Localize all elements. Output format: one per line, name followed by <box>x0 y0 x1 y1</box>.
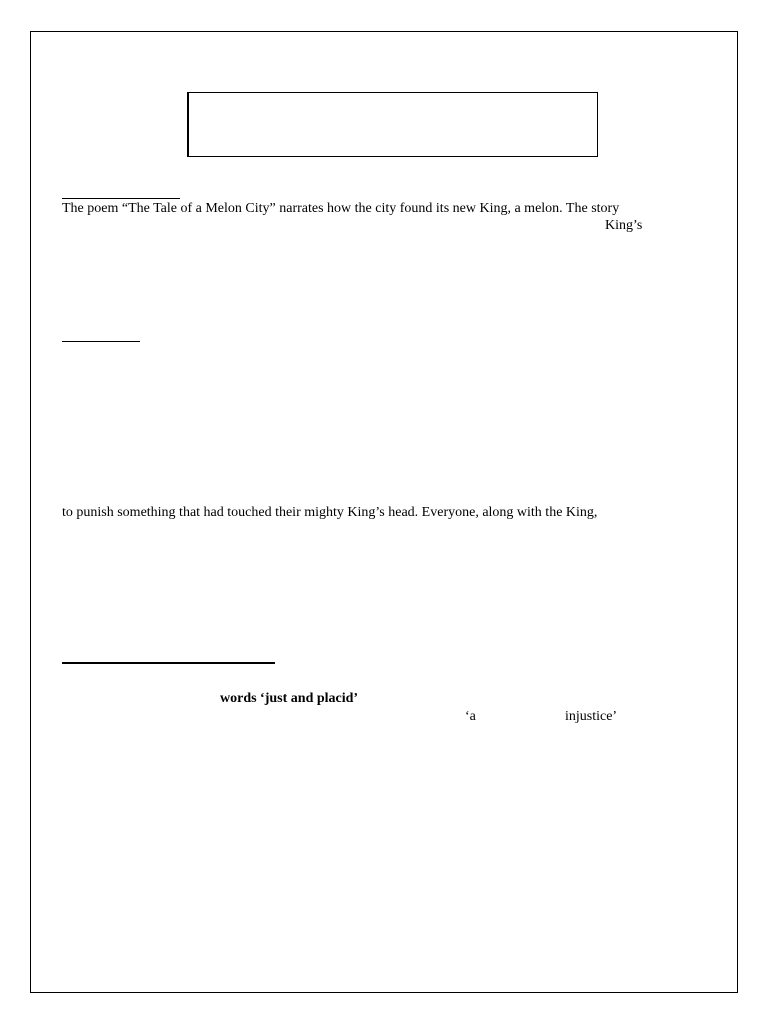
title-box <box>187 92 598 157</box>
punish-paragraph-line: to punish something that had touched their mighty King’s head. Everyone, along with the King, <box>62 505 598 520</box>
intro-paragraph-line: The poem “The Tale of a Melon City” narrates how the city found its new King, a melon. The story <box>62 201 620 216</box>
injustice-fragment: injustice’ <box>565 709 618 724</box>
underline-rule <box>62 341 140 342</box>
section-rule <box>62 662 275 664</box>
kings-fragment: King’s <box>605 218 643 233</box>
underline-rule <box>62 198 180 199</box>
words-phrase: words ‘just and placid’ <box>220 691 359 706</box>
quote-open-fragment: ‘a <box>465 709 476 724</box>
